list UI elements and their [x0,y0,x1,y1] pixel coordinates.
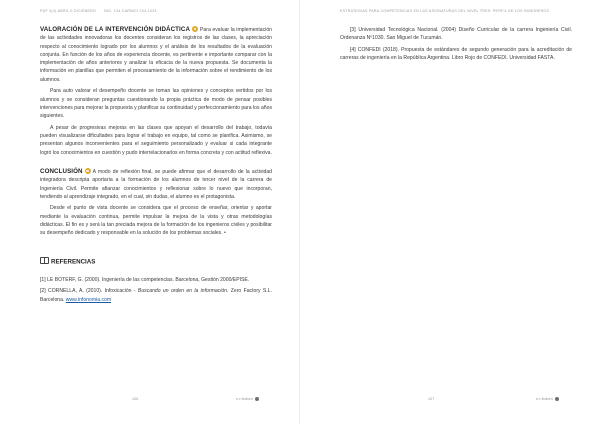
ref-text: Zero Factory S.L. Barcelona. [40,288,272,303]
footer-label: e-r.Ikaben [536,397,553,402]
ref-text: [2] CORNELLA, A. (2010). Infoxicación - [40,288,138,295]
paragraph: Desde el punto de vista docente se considera que el proceso de enseñar, orientar y aportar mediante la evaluación continua, permite impulsar la mejora de la vista y otras metodologías didácticas. El fin es y será la tan preciada mejora de la formación de los ingenieros civiles y posibilitar su desempeño dedicado y responsable en la solución de los problemas sociales. • [40,205,272,237]
reference-item: [4] CONFEDI (2018). Propuesta de estándares de segundo generación para la acreditación de carreras de ingeniería en la República Argentina. Libro Rojo de CONFEDI. Universidad FASTA. [340,46,572,62]
paragraph: A pesar de progresivas mejoras en las clases que apoyan el desarrollo del trabajo, todavía pueden visualizarse dificultades para lograr el trabajo en equipo, tal como se planifica. Asimismo, se presentan algunos inconvenientes para el seguimiento personalizado y evaluar si cada integrante logró los conocimientos en cuestión y pudo interrelacionarlos en forma concreta y con actitud reflexiva. [40,124,272,156]
right-running-head: ESTRATEGIAS PARA COMPETENCIAS EN LAS ASIGNATURAS DEL NIVEL TRES: PERFIL DE LOS INGENIEROS [340,9,550,13]
paragraph: Para auto valorar el desempeño docente se toman las opiniones y conceptos vertidos por los alumnos y se consideran preguntas cuestionando la propia práctica de modo de pensar posibles intervenciones para mejorar la propuesta y planificar su continuidad y perfeccionamiento para los años siguientes. [40,88,272,120]
section-heading: CONCLUSIÓN [40,168,83,176]
footer-label: e-r.Ikaben [236,397,253,402]
running-head-part: ING. 134 CARNICI 104-1023 [104,9,157,13]
right-page-number: 107 [428,397,435,401]
section-conclusion [40,168,272,201]
left-column [40,26,272,307]
running-head-part: PDF 3(4) ABRIL 0 DIC/ENERO [40,9,97,13]
ref-title: Buscando un orden en la información. [137,288,229,295]
left-footer-brand [236,397,259,401]
reference-item: [3] Universidad Tecnológica Nacional. (2004) Diseño Curricular de la carrera Ingeniería Civil. Ordenanza Nº1030. San Miguel de Tucumán. [340,27,572,42]
right-footer-brand [536,397,559,401]
right-column [340,26,572,66]
section-valoracion [40,26,272,84]
book-icon [40,257,49,264]
left-page-number: 106 [132,397,139,401]
footer-logo-icon [255,397,259,401]
references-title: REFERENCIAS [51,258,96,266]
references-heading [40,257,272,267]
paragraph: A modo de reflexión final, se puede afirmar que el desarrollo de la actividad integradora descripta aportaría a la formación de los alumnos de tercer nivel de la carrera de Ingeniería Civil. Permite afianzar conocimientos y reflexionar sobre lo nuevo que incorporan, tendiendo al aprendizaje integrado, en el cual, sin dudas, el alumno es el protagonista. [40,169,272,200]
section-heading: VALORACIÓN DE LA INTERVENCIÓN DIDÁCTICA [40,26,191,33]
paragraph: Para evaluar la implementación de las actividades innovadoras los docentes consideran los registros de las clases, la apreciación respecto al conocimiento logrado por los alumnos y el análisis de los resultados de la evaluación conjunta. En función de los años de experiencia docente, es pertinente e importante comparar con la implementación de años anteriores y analizar la eficacia de la nueva propuesta. Se documenta la información en planillas que permiten el procesamiento de la información sobre el rendimiento de los alumnos. [40,27,272,83]
bullet-dot-icon [85,168,91,174]
right-page [300,0,600,424]
reference-item: [1] LE BOTERF, G. (2000). Ingeniería de las competencias. Barcelona, Gestión 2000/EPISE. [40,276,250,283]
footer-logo-icon [555,397,559,401]
reference-link[interactable]: www.infonomia.com [65,296,112,303]
reference-item [40,287,272,304]
bullet-dot-icon [192,26,198,32]
left-running-head [40,9,157,13]
